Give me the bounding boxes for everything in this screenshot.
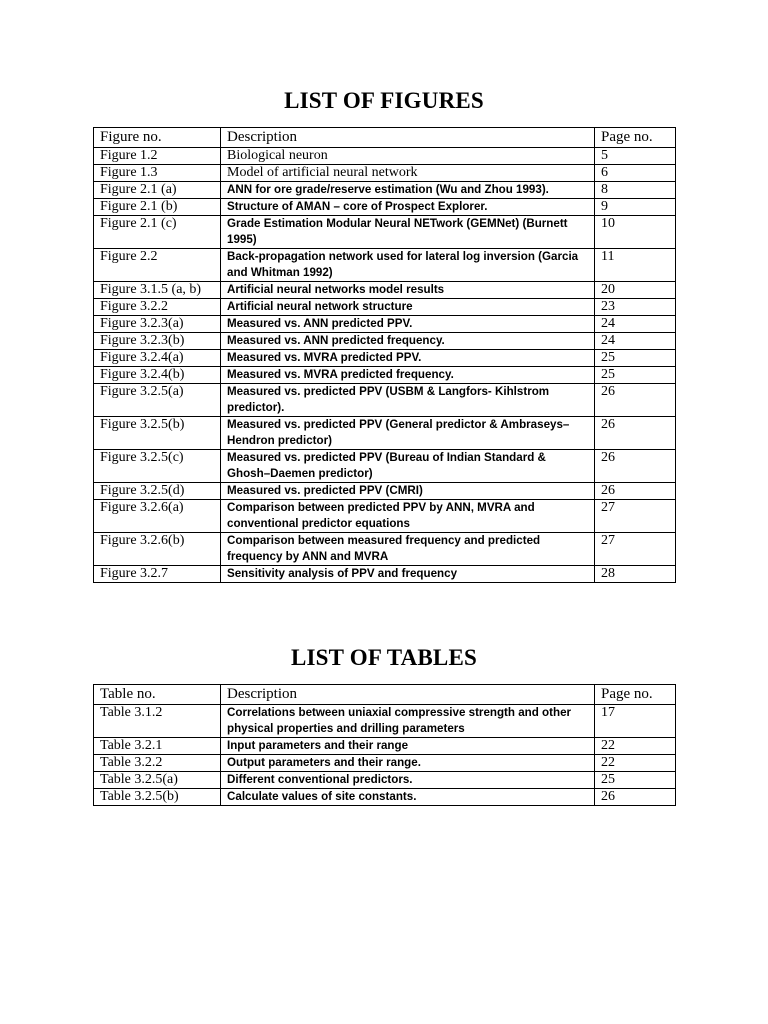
entry-description: Biological neuron xyxy=(221,148,595,165)
entry-description: Measured vs. ANN predicted frequency. xyxy=(221,333,595,350)
column-header-figure-no: Figure no. xyxy=(94,128,221,148)
table-row xyxy=(94,738,676,755)
entry-number: Table 3.2.5(a) xyxy=(94,772,221,789)
entry-number: Figure 2.2 xyxy=(94,249,221,282)
figures-table xyxy=(93,127,676,583)
entry-description: Output parameters and their range. xyxy=(221,755,595,772)
entry-page-number: 26 xyxy=(595,483,676,500)
entry-page-number: 24 xyxy=(595,333,676,350)
table-row xyxy=(94,299,676,316)
entry-number: Table 3.2.2 xyxy=(94,755,221,772)
column-header-description: Description xyxy=(221,128,595,148)
entry-description: Measured vs. MVRA predicted frequency. xyxy=(221,367,595,384)
table-row xyxy=(94,182,676,199)
table-row xyxy=(94,199,676,216)
entry-number: Figure 3.2.2 xyxy=(94,299,221,316)
entry-page-number: 5 xyxy=(595,148,676,165)
entry-page-number: 6 xyxy=(595,165,676,182)
entry-page-number: 9 xyxy=(595,199,676,216)
entry-description: Measured vs. predicted PPV (Bureau of Indian Standard & Ghosh–Daemen predictor) xyxy=(221,450,595,483)
table-row xyxy=(94,705,676,738)
table-row xyxy=(94,333,676,350)
entry-description: Input parameters and their range xyxy=(221,738,595,755)
entry-description: Comparison between measured frequency and predicted frequency by ANN and MVRA xyxy=(221,533,595,566)
entry-number: Figure 3.2.5(a) xyxy=(94,384,221,417)
entry-page-number: 17 xyxy=(595,705,676,738)
entry-description: Model of artificial neural network xyxy=(221,165,595,182)
table-row xyxy=(94,533,676,566)
entry-number: Figure 3.2.5(b) xyxy=(94,417,221,450)
entry-page-number: 26 xyxy=(595,384,676,417)
entry-description: Artificial neural network structure xyxy=(221,299,595,316)
entry-number: Table 3.1.2 xyxy=(94,705,221,738)
entry-page-number: 27 xyxy=(595,533,676,566)
column-header-page-no: Page no. xyxy=(595,128,676,148)
entry-page-number: 26 xyxy=(595,789,676,806)
table-row xyxy=(94,772,676,789)
entry-page-number: 25 xyxy=(595,367,676,384)
entry-number: Figure 3.2.5(d) xyxy=(94,483,221,500)
entry-number: Figure 3.2.4(b) xyxy=(94,367,221,384)
table-row xyxy=(94,566,676,583)
entry-number: Figure 1.3 xyxy=(94,165,221,182)
table-row xyxy=(94,384,676,417)
entry-number: Figure 1.2 xyxy=(94,148,221,165)
entry-description: Sensitivity analysis of PPV and frequency xyxy=(221,566,595,583)
entry-page-number: 22 xyxy=(595,755,676,772)
table-row xyxy=(94,282,676,299)
entry-page-number: 26 xyxy=(595,450,676,483)
entry-page-number: 23 xyxy=(595,299,676,316)
entry-description: Measured vs. predicted PPV (CMRI) xyxy=(221,483,595,500)
entry-page-number: 25 xyxy=(595,772,676,789)
entry-description: Comparison between predicted PPV by ANN, MVRA and conventional predictor equations xyxy=(221,500,595,533)
entry-page-number: 27 xyxy=(595,500,676,533)
column-header-table-no: Table no. xyxy=(94,685,221,705)
entry-number: Figure 3.2.6(b) xyxy=(94,533,221,566)
entry-number: Table 3.2.5(b) xyxy=(94,789,221,806)
table-row xyxy=(94,789,676,806)
table-row xyxy=(94,450,676,483)
table-row xyxy=(94,216,676,249)
figures-header-row xyxy=(94,128,676,148)
tables-heading: LIST OF TABLES xyxy=(290,645,478,670)
entry-description: Grade Estimation Modular Neural NETwork (GEMNet) (Burnett 1995) xyxy=(221,216,595,249)
entry-number: Figure 3.2.3(a) xyxy=(94,316,221,333)
entry-page-number: 20 xyxy=(595,282,676,299)
table-row xyxy=(94,755,676,772)
entry-description: Correlations between uniaxial compressive strength and other physical properties and drilling parameters xyxy=(221,705,595,738)
entry-description: Calculate values of site constants. xyxy=(221,789,595,806)
entry-number: Figure 3.2.6(a) xyxy=(94,500,221,533)
entry-description: Measured vs. ANN predicted PPV. xyxy=(221,316,595,333)
entry-page-number: 11 xyxy=(595,249,676,282)
entry-description: Back-propagation network used for lateral log inversion (Garcia and Whitman 1992) xyxy=(221,249,595,282)
table-row xyxy=(94,148,676,165)
entry-page-number: 24 xyxy=(595,316,676,333)
table-row xyxy=(94,316,676,333)
entry-description: Different conventional predictors. xyxy=(221,772,595,789)
table-row xyxy=(94,350,676,367)
entry-number: Figure 2.1 (b) xyxy=(94,199,221,216)
table-row xyxy=(94,417,676,450)
entry-description: Measured vs. predicted PPV (USBM & Langfors- Kihlstrom predictor). xyxy=(221,384,595,417)
tables-body xyxy=(94,705,676,806)
tables-table xyxy=(93,684,676,806)
column-header-page-no: Page no. xyxy=(595,685,676,705)
entry-description: Artificial neural networks model results xyxy=(221,282,595,299)
table-row xyxy=(94,249,676,282)
entry-page-number: 26 xyxy=(595,417,676,450)
entry-description: Structure of AMAN – core of Prospect Explorer. xyxy=(221,199,595,216)
table-row xyxy=(94,367,676,384)
entry-number: Figure 3.1.5 (a, b) xyxy=(94,282,221,299)
entry-page-number: 10 xyxy=(595,216,676,249)
figures-heading: LIST OF FIGURES xyxy=(284,88,484,113)
entry-number: Figure 2.1 (a) xyxy=(94,182,221,199)
entry-description: ANN for ore grade/reserve estimation (Wu and Zhou 1993). xyxy=(221,182,595,199)
entry-page-number: 28 xyxy=(595,566,676,583)
entry-number: Figure 3.2.5(c) xyxy=(94,450,221,483)
figures-body xyxy=(94,148,676,583)
entry-number: Figure 3.2.3(b) xyxy=(94,333,221,350)
table-row xyxy=(94,165,676,182)
entry-page-number: 25 xyxy=(595,350,676,367)
entry-description: Measured vs. MVRA predicted PPV. xyxy=(221,350,595,367)
entry-page-number: 8 xyxy=(595,182,676,199)
entry-number: Table 3.2.1 xyxy=(94,738,221,755)
entry-description: Measured vs. predicted PPV (General predictor & Ambraseys–Hendron predictor) xyxy=(221,417,595,450)
table-row xyxy=(94,500,676,533)
entry-number: Figure 3.2.4(a) xyxy=(94,350,221,367)
entry-number: Figure 3.2.7 xyxy=(94,566,221,583)
tables-header-row xyxy=(94,685,676,705)
entry-page-number: 22 xyxy=(595,738,676,755)
entry-number: Figure 2.1 (c) xyxy=(94,216,221,249)
table-row xyxy=(94,483,676,500)
column-header-description: Description xyxy=(221,685,595,705)
